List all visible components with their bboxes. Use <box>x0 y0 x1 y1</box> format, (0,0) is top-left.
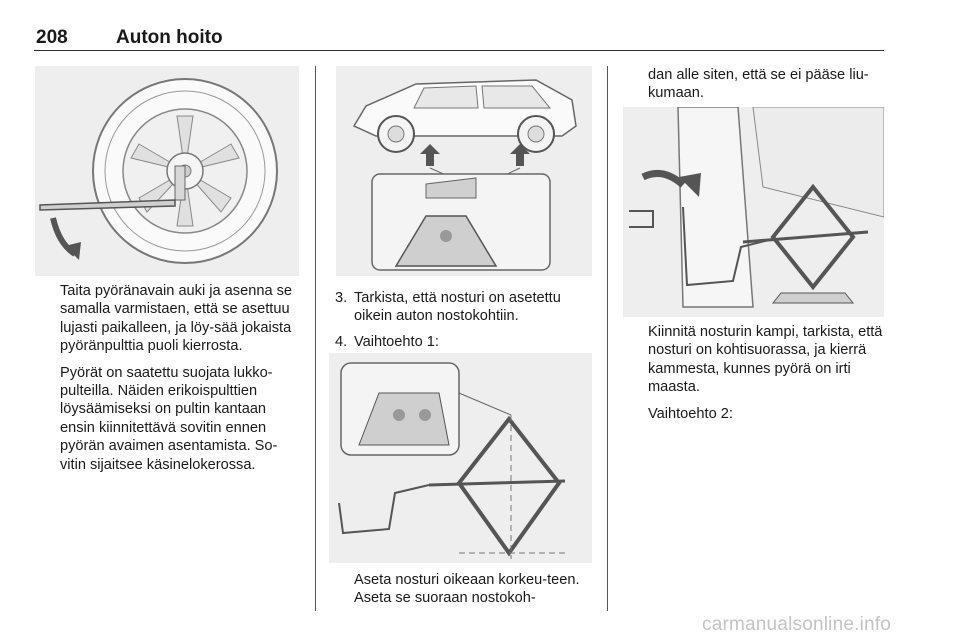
jack-option-1-figure <box>329 353 592 563</box>
jack-under-tire-figure <box>623 107 884 317</box>
step-text: Tarkista, että nosturi on asetettu oikein auton nostokohtiin. <box>354 290 561 325</box>
paragraph: Pyörät on saatettu suojata lukko-pulteilla. Näiden erikoispulttien löysäämiseksi on pultin kantaan ensin kiinnitettävä sovitin ennen pyörän avaimen asentamista. So-vitin sijaitsee käsinelokerossa. <box>60 364 278 473</box>
column-3-top-text: dan alle siten, että se ei pääse liu-kumaan. <box>648 67 869 102</box>
car-lift-points-figure <box>336 66 592 276</box>
step-number: 4. <box>335 333 348 350</box>
step-4 <box>335 333 597 351</box>
column-3-text <box>648 323 886 431</box>
column-2-after-text: Aseta nosturi oikeaan korkeu-teen. Aseta se suoraan nostokoh- <box>354 572 580 607</box>
column-1-text <box>60 282 300 482</box>
page-number: 208 <box>36 27 68 48</box>
header-rule <box>34 50 884 51</box>
column-divider-1 <box>315 66 316 611</box>
step-text: Vaihtoehto 1: <box>354 333 439 350</box>
wheel-wrench-figure <box>35 66 299 276</box>
paragraph: Vaihtoehto 2: <box>648 405 733 422</box>
page-title: Auton hoito <box>116 27 223 48</box>
paragraph: Kiinnitä nosturin kampi, tarkista, että nosturi on kohtisuorassa, ja kierrä kammesta, kunnes pyörä on irti maasta. <box>648 324 883 396</box>
paragraph: Taita pyöränavain auki ja asenna se samalla varmistaen, että se asettuu lujasti paikalleen, ja löy-sää jokaista pyöränpulttia puoli kierrosta. <box>60 283 293 355</box>
step-3 <box>335 289 597 326</box>
step-number: 3. <box>335 290 348 306</box>
footer-watermark: carmanualsonline.info <box>702 614 892 635</box>
column-divider-2 <box>607 66 608 611</box>
column-2-steps <box>335 289 597 358</box>
